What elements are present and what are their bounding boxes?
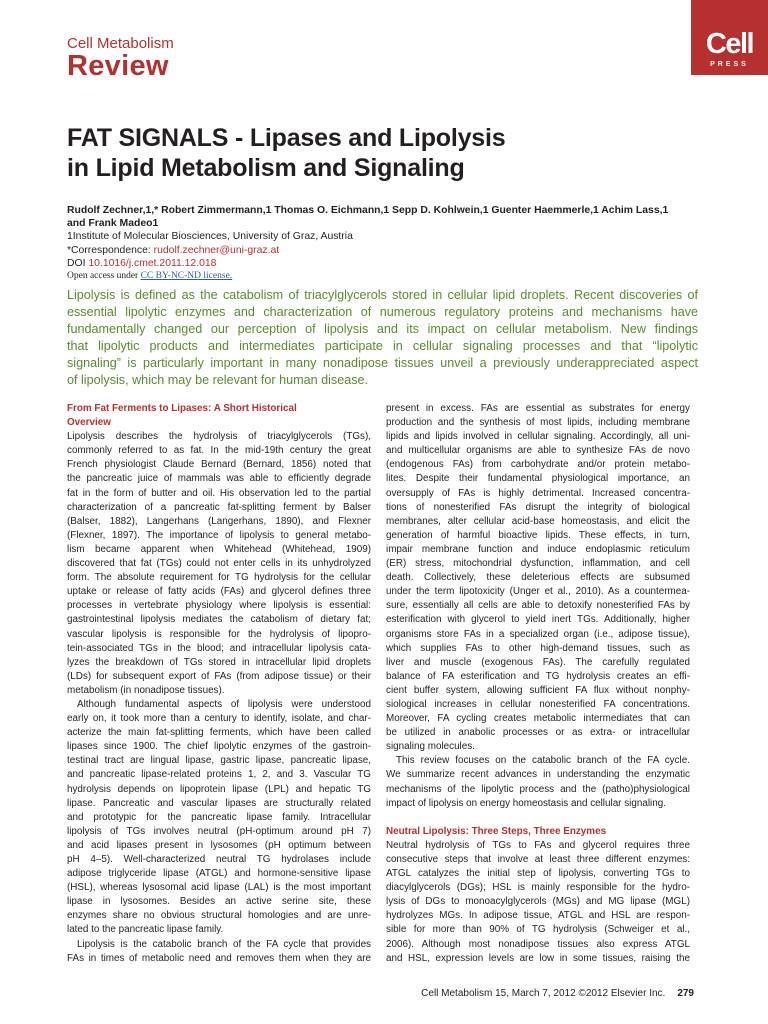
body-text-line: ATGL catalyzes the initial step of lipolysis, converting TGs to	[386, 868, 690, 880]
body-text-line: (endogenous FAs) from carbohydrate and/or protein metabo-	[386, 459, 690, 471]
body-text-line: tions of nonesterified FAs disrupt the integrity of biological	[386, 501, 690, 513]
body-text-line: (HSL), whereas lysosomal acid lipase (LAL) is the most important	[67, 882, 371, 894]
body-text-line: Moreover, FA cycling creates metabolic intermediates that can	[386, 713, 690, 725]
body-text-line: discovered that fat (TGs) could not enter cells in its unhydrolyzed	[67, 558, 371, 570]
doi	[67, 257, 707, 270]
body-text-line: sible for more than 90% of TG hydrolysis (Schweiger et al.,	[386, 924, 690, 936]
body-text-line: vascular lipolysis is responsible for the hydrolysis of lipopro-	[67, 628, 371, 640]
abstract-line: Lipolysis is defined as the catabolism of triacylglycerols stored in cellular lipid droplets. Recent discoveries of	[67, 288, 698, 302]
body-text-line: be utilized in anabolic processes or as extra- or intracellular	[386, 727, 690, 739]
body-text-line: mechanisms of the lipolytic process and the (patho)physiological	[386, 783, 690, 795]
logo-sub: PRESS	[710, 61, 749, 68]
body-text-line: lyzes the breakdown of TGs stored in intracellular lipid droplets	[67, 656, 371, 668]
body-text-line: (Balser, 1882), Langerhans (Langerhans, 1890), and Flexner	[67, 515, 371, 527]
abstract-line: fundamentally changed our perception of lipolysis and its impact on cellular metabolism. New findings	[67, 322, 698, 336]
body-text-line	[386, 811, 690, 825]
body-text-line: and acid lipases present in lysosomes (pH optimum between	[67, 839, 371, 851]
body-text-line: and multicellular organisms are able to synthesize FAs de novo	[386, 445, 690, 457]
doi-link[interactable]: 10.1016/j.cmet.2011.12.018	[88, 257, 217, 269]
body-text-line: hydrolyzes MGs. In adipose tissue, ATGL and HSL are respon-	[386, 910, 690, 922]
body-text-line: lipids and lipids involved in cellular signaling. Accordingly, all uni-	[386, 431, 690, 443]
email-link[interactable]: rudolf.zechner@uni-graz.at	[153, 244, 280, 256]
body-text-line: adipose triglyceride lipase (ATGL) and hormone-sensitive lipase	[67, 868, 371, 880]
body-text-line: diacylglycerols (DGs); HSL is mainly responsible for the hydro-	[386, 882, 690, 894]
body-text-line: form. The absolute requirement for TG hydrolysis for the cellular	[67, 572, 371, 584]
body-text-line: processes in vertebrate physiology where lipolysis is essential:	[67, 600, 371, 612]
body-text-line: enzymes share no obvious structural homologies and are unre-	[67, 910, 371, 922]
body-text-line: Neutral hydrolysis of TGs to FAs and glycerol requires three	[386, 839, 690, 851]
section-heading-line: Overview	[67, 417, 111, 429]
body-text-line: (LDs) for subsequent export of FAs (from adipose tissue) or their	[67, 670, 371, 682]
body-text-line: Lipolysis is the catabolic branch of the FA cycle that provides	[77, 938, 371, 950]
body-text-line: lites. Despite their fundamental physiological importance, an	[386, 473, 690, 485]
body-text-line: signaling molecules.	[386, 741, 475, 753]
body-text-line: lipases since 1900. The chief lipolytic enzymes of the gastroin-	[67, 741, 371, 753]
right-column	[386, 402, 690, 966]
abstract	[67, 287, 698, 389]
journal-name: Cell Metabolism	[67, 35, 174, 52]
license-link[interactable]: CC BY-NC-ND license.	[140, 271, 233, 282]
body-text-line: membranes, alter cellular acid-base homeostasis, and elicit the	[386, 515, 690, 527]
body-text-line: fat in the form of butter and oil. His observation led to the partial	[67, 487, 371, 499]
logo-word: Cell	[705, 28, 754, 60]
title-line: FAT SIGNALS - Lipases and Lipolysis	[67, 124, 506, 152]
body-text-line: French physiologist Claude Bernard (Bernard, 1856) noted that	[67, 459, 371, 471]
body-text-line: gastrointestinal lipolysis mediates the catabolism of dietary fat;	[67, 614, 371, 626]
section-heading-line: Neutral Lipolysis: Three Steps, Three Enzymes	[386, 825, 607, 837]
body-text-line: esterification with glycerol to yield inert TGs. Additionally, higher	[386, 614, 690, 626]
correspondence	[67, 244, 707, 257]
body-text-line: the pancreatic juice of mammals was able to efficiently degrade	[67, 473, 371, 485]
abstract-line: that lipolytic products and intermediates participate in cellular signaling processes and that “lipolytic	[67, 339, 698, 353]
body-text-line: cient buffer system, allowing sufficient FA flux without nonphy-	[386, 684, 690, 696]
article-type: Review	[67, 50, 169, 82]
body-text-line: We summarize recent advances in understanding the enzymatic	[386, 769, 690, 781]
body-text-line: tein-associated TGs in the blood; and intracellular lipolysis cata-	[67, 642, 371, 654]
article-meta	[67, 204, 707, 283]
body-text-line: liver and muscle (exogenous FAs). The carefully regulated	[386, 656, 690, 668]
body-text-line: present in excess. FAs are essential as substrates for energy	[386, 403, 690, 414]
authors-line: and Frank Madeo1	[67, 218, 159, 230]
abstract-line: signaling” is particularly important in many nonadipose tissues unveil a previously underappreciated aspect	[67, 356, 698, 370]
section-heading-line: From Fat Ferments to Lipases: A Short Historical	[67, 403, 297, 414]
body-text-line: balance of FA esterification and TG hydrolysis creates an effi-	[386, 670, 690, 682]
body-text-line: impair membrane function and induce endoplasmic reticulum	[386, 543, 690, 555]
body-text-line: oversupply of FAs is highly detrimental. Increased concentra-	[386, 487, 690, 499]
body-text-line: organisms store FAs in a specialized organ (i.e., adipose tissue),	[386, 628, 690, 640]
body-text-line: hydrolysis depends on lipoprotein lipase (LPL) and hepatic TG	[67, 783, 371, 795]
authors-line: Rudolf Zechner,1,* Robert Zimmermann,1 Thomas O. Eichmann,1 Sepp D. Kohlwein,1 Guenter Haemmerle,1 Achim Lass,1	[67, 205, 669, 216]
open-access-label: Open access under	[67, 271, 141, 282]
body-text-line: testinal tract are lingual lipase, gastric lipase, pancreatic lipase,	[67, 755, 371, 767]
body-text-line: lipolysis of TGs involves neutral (pH-optimum around pH 7)	[67, 825, 371, 837]
footer-citation: Cell Metabolism 15, March 7, 2012 ©2012 Elsevier Inc.	[421, 988, 666, 999]
body-text-line: sure, essentially all cells are able to detoxify nonesterified FAs by	[386, 600, 690, 612]
body-text-line: commonly referred to as fat. In the mid-19th century the great	[67, 445, 371, 457]
body-text-line: uptake or release of fatty acids (FAs) and glycerol defines three	[67, 586, 371, 598]
body-text-line: (Flexner, 1897). The importance of lipolysis to general metabo-	[67, 529, 371, 541]
body-text-line: lipase in lysosomes. Besides an active serine site, these	[67, 896, 371, 908]
doi-label: DOI	[67, 257, 89, 269]
page-number: 279	[677, 988, 694, 999]
body-text-line: impact of lipolysis on energy homeostasis and cellular signaling.	[386, 797, 666, 809]
open-access-notice	[67, 270, 707, 283]
body-text-line: (ER) stress, mitochondrial dysfunction, inflammation, and cell	[386, 558, 690, 570]
body-text-line: This review focuses on the catabolic branch of the FA cycle.	[396, 755, 690, 767]
affiliation: 1Institute of Molecular Biosciences, University of Graz, Austria	[67, 231, 353, 243]
body-text-line: consecutive steps that involve at least three different enzymes:	[386, 854, 690, 865]
article-title	[67, 123, 687, 183]
body-text-line: and prototypic for the pancreatic lipase family. Intracellular	[67, 811, 371, 823]
body-text-line: lipase. Pancreatic and vascular lipases are structurally related	[67, 797, 371, 809]
body-text-line: lated to the pancreatic lipase family.	[67, 924, 224, 936]
body-text-line: metabolism (in nonadipose tissues).	[67, 684, 225, 696]
body-text-line: pH 4–5). Well-characterized neutral TG hydrolases include	[67, 854, 371, 865]
body-text-line: Lipolysis describes the hydrolysis of triacylglycerols (TGs),	[67, 431, 371, 443]
body-text-line: and pancreatic lipase-related proteins 1, 2, and 3. Vascular TG	[67, 769, 371, 781]
body-text-line: which supplies FAs to other high-demand tissues, such as	[386, 642, 690, 654]
abstract-line: essential lipolytic enzymes and characterization of numerous regulatory proteins and mechanisms have	[67, 305, 698, 319]
body-text-line: 2006). Although most nonadipose tissues also express ATGL	[386, 938, 690, 950]
body-text-line: under the term lipotoxicity (Unger et al., 2010). As a countermea-	[386, 586, 690, 598]
body-text-line: Although fundamental aspects of lipolysis were understood	[77, 698, 371, 710]
body-text-line: and HSL, expression levels are low in some tissues, raising the	[386, 952, 690, 964]
left-column	[67, 402, 371, 966]
body-text-line: early on, it took more than a century to identify, isolate, and char-	[67, 713, 371, 725]
body-text-line: generation of harmful bioactive lipids. These effects, in turn,	[386, 529, 690, 541]
page-footer	[0, 988, 694, 999]
body-text-line: siological increases in cellular nonesterified FA concentrations.	[386, 698, 690, 710]
body-text-line: production and the synthesis of most lipids, including membrane	[386, 417, 690, 429]
body-text-line: FAs in times of metabolic need and removes them when they are	[67, 952, 371, 964]
title-line: in Lipid Metabolism and Signaling	[67, 154, 465, 182]
correspondence-label: *Correspondence:	[67, 244, 154, 256]
body-text-line: characterization of a pancreatic fat-splitting ferment by Balser	[67, 501, 371, 513]
body-text-line: death. Collectively, these deleterious effects are subsumed	[386, 572, 690, 584]
cell-press-logo	[691, 0, 768, 75]
abstract-line: of lipolysis, which may be relevant for human disease.	[67, 373, 368, 387]
body-text-line: acterize the main fat-splitting ferments, which have been called	[67, 727, 371, 739]
body-text-line: lism became apparent when Whitehead (Whitehead, 1909)	[67, 543, 371, 555]
body-text-line: lysis of DGs to monoacylglycerols (MGs) and MG lipase (MGL)	[386, 896, 690, 908]
